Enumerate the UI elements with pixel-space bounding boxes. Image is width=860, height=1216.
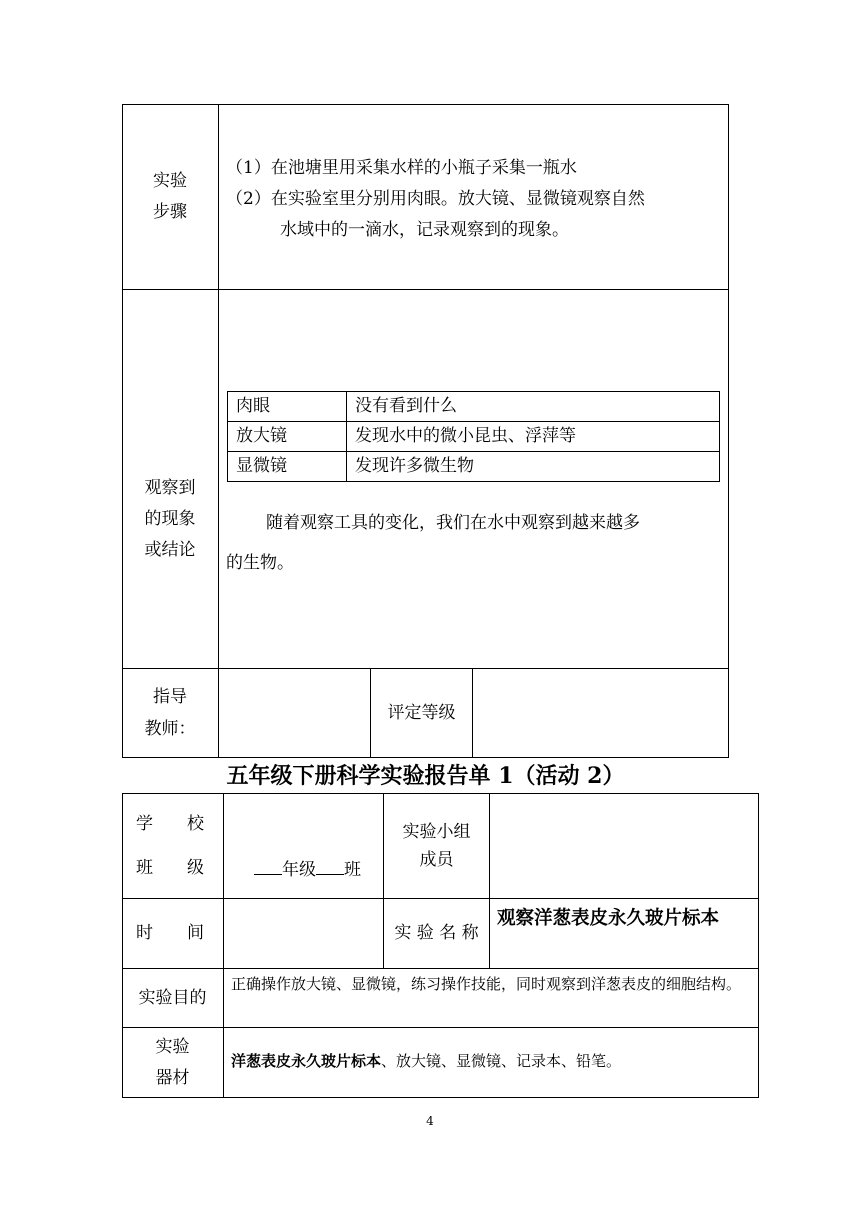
name-label: 实 验 名 称 xyxy=(394,923,479,943)
grade-blank[interactable] xyxy=(254,858,282,875)
group-label: 实验小组 成员 xyxy=(402,822,471,870)
table1-col-divider xyxy=(218,104,219,758)
step-2: （2）在实验室里分别用肉眼。放大镜、显微镜观察自然 xyxy=(226,189,645,209)
result-cell: 发现水中的微小昆虫、浮萍等 xyxy=(347,422,720,452)
class-blanks: 年级 班 xyxy=(254,855,384,886)
steps-content xyxy=(226,153,726,246)
step-2-cont: 水域中的一滴水，记录观察到的现象。 xyxy=(280,220,569,240)
experiment-name: 观察洋葱表皮永久玻片标本 xyxy=(497,908,720,929)
observation-label: 观察到 的现象 或结论 xyxy=(144,477,196,560)
school-label: 学 校 xyxy=(136,814,204,834)
page-number: 4 xyxy=(426,1114,434,1128)
table2-col-divider xyxy=(223,793,224,1098)
teacher-label: 指导 教师： xyxy=(144,687,196,739)
step-1: （1）在池塘里用采集水样的小瓶子采集一瓶水 xyxy=(226,158,577,178)
materials-content: 洋葱表皮永久玻片标本 、放大镜、显微镜、记录本、铅笔。 xyxy=(231,1051,622,1070)
time-label: 时 间 xyxy=(136,923,204,943)
table-row xyxy=(228,452,720,482)
class-blank[interactable] xyxy=(316,858,344,875)
tool-cell: 放大镜 xyxy=(228,422,347,452)
steps-label: 实验 步骤 xyxy=(153,170,187,222)
conclusion: 随着观察工具的变化，我们在水中观察到越来越多 的生物。 xyxy=(226,513,640,573)
class-label: 班 级 xyxy=(136,858,204,878)
table2-col-divider xyxy=(489,793,490,968)
materials-label: 实验 器材 xyxy=(155,1037,190,1088)
tool-cell: 肉眼 xyxy=(228,392,347,422)
tool-cell: 显微镜 xyxy=(228,452,347,482)
table-row xyxy=(228,392,720,422)
result-cell: 没有看到什么 xyxy=(347,392,720,422)
table1-bottom-border xyxy=(122,757,729,758)
grade-label: 评定等级 xyxy=(387,702,456,723)
purpose-content: 正确操作放大镜、显微镜，练习操作技能，同时观察到洋葱表皮的细胞结构。 xyxy=(231,975,742,993)
table-row xyxy=(228,422,720,452)
result-cell: 发现许多微生物 xyxy=(347,452,720,482)
table1-col-divider xyxy=(472,668,473,758)
report2-title: 五年级下册科学实验报告单 1（活动 2） xyxy=(226,763,625,789)
purpose-label: 实验目的 xyxy=(138,987,207,1008)
observation-table xyxy=(227,391,720,482)
